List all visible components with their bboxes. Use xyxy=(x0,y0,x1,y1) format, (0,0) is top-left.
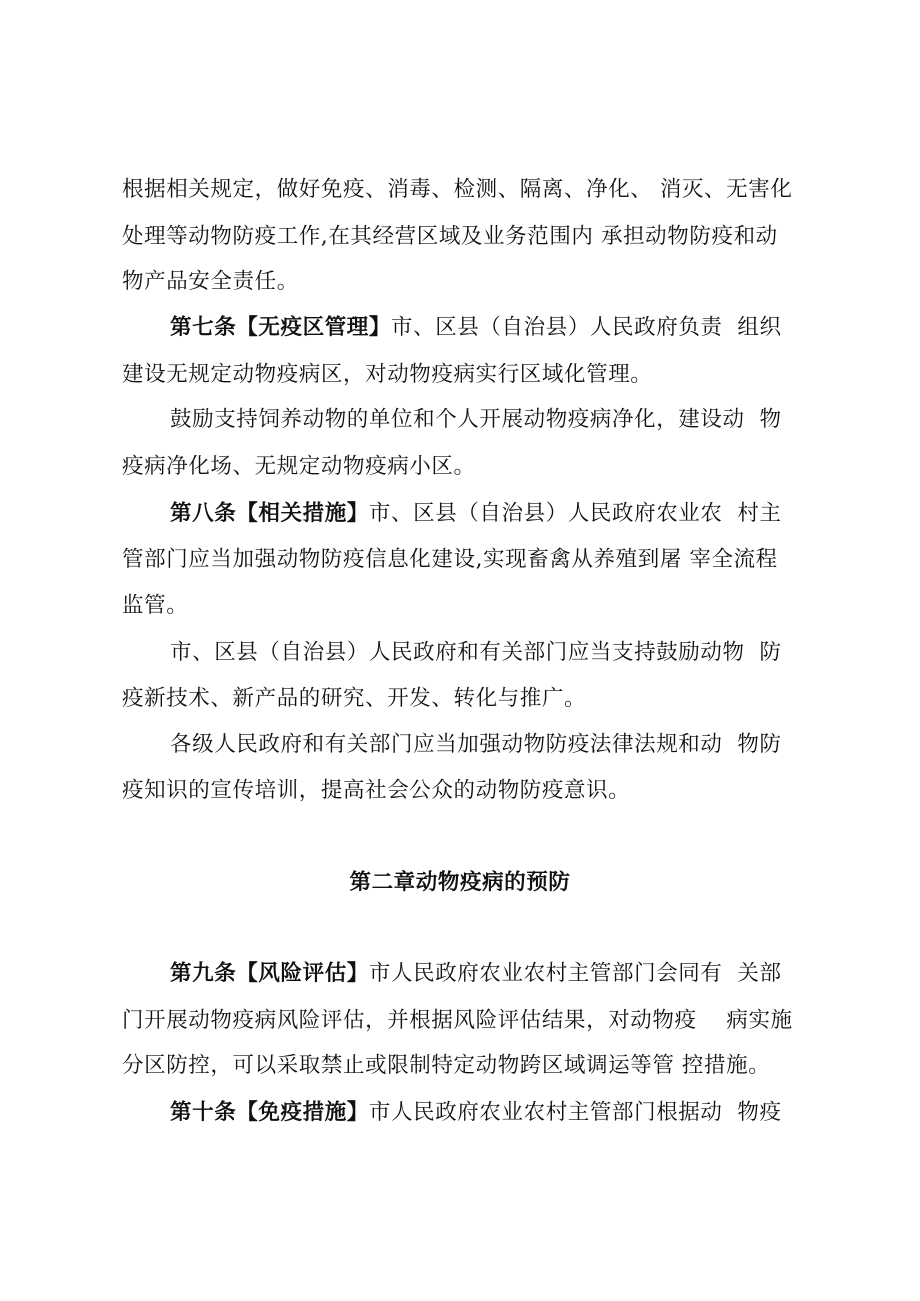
text-line: 建设无规定动物疫病区，对动物疫病实行区域化管理。 xyxy=(122,362,653,387)
text-line: 疫新技术、新产品的研究、开发、转化与推广。 xyxy=(122,686,587,711)
article-heading: 第八条【相关措施】 xyxy=(170,501,369,526)
text-line: 监管。 xyxy=(122,593,189,618)
text-line: 疫病净化场、无规定动物疫病小区。 xyxy=(122,454,476,479)
text-line: 市人民政府农业农村主管部门会同有 关部 xyxy=(368,961,782,986)
text-line: 鼓励支持饲养动物的单位和个人开展动物疫病净化，建设动 物 xyxy=(170,407,782,432)
article-heading: 第十条【免疫措施】 xyxy=(170,1100,369,1125)
text-line: 疫知识的宣传培训，提高社会公众的动物防疫意识。 xyxy=(122,778,631,803)
article-8-first-line xyxy=(170,499,782,529)
article-10-first-line xyxy=(170,1098,782,1128)
text-line: 各级人民政府和有关部门应当加强动物防疫法律法规和动 物防 xyxy=(170,732,782,757)
text-line: 市人民政府农业农村主管部门根据动 物疫 xyxy=(368,1100,782,1125)
text-line: 市、区县（自治县）人民政府和有关部门应当支持鼓励动物 防 xyxy=(170,640,782,665)
text-line: 门开展动物疫病风险评估，并根据风险评估结果，对动物疫 病实施 xyxy=(122,1008,793,1033)
text-line: 物产品安全责任。 xyxy=(122,269,299,294)
text-line: 管部门应当加强动物防疫信息化建设,实现畜禽从养殖到屠 宰全流程 xyxy=(122,547,778,572)
article-heading: 第九条【风险评估】 xyxy=(170,961,369,986)
article-heading: 第七条【无疫区管理】 xyxy=(170,315,392,340)
article-7-first-line xyxy=(170,313,782,343)
text-line: 分区防控，可以采取禁止或限制特定动物跨区域调运等管 控措施。 xyxy=(122,1053,771,1078)
text-line: 市、区县（自治县）人民政府农业农 村主 xyxy=(368,501,782,526)
text-line: 根据相关规定，做好免疫、消毒、检测、隔离、净化、 消灭、无害化 xyxy=(122,177,793,202)
article-9-first-line xyxy=(170,959,782,989)
text-line: 处理等动物防疫工作,在其经营区域及业务范围内 承担动物防疫和动 xyxy=(122,224,778,249)
chapter-title: 第二章动物疫病的预防 xyxy=(349,870,571,895)
text-line: 市、区县（自治县）人民政府负责 组织 xyxy=(391,315,782,340)
